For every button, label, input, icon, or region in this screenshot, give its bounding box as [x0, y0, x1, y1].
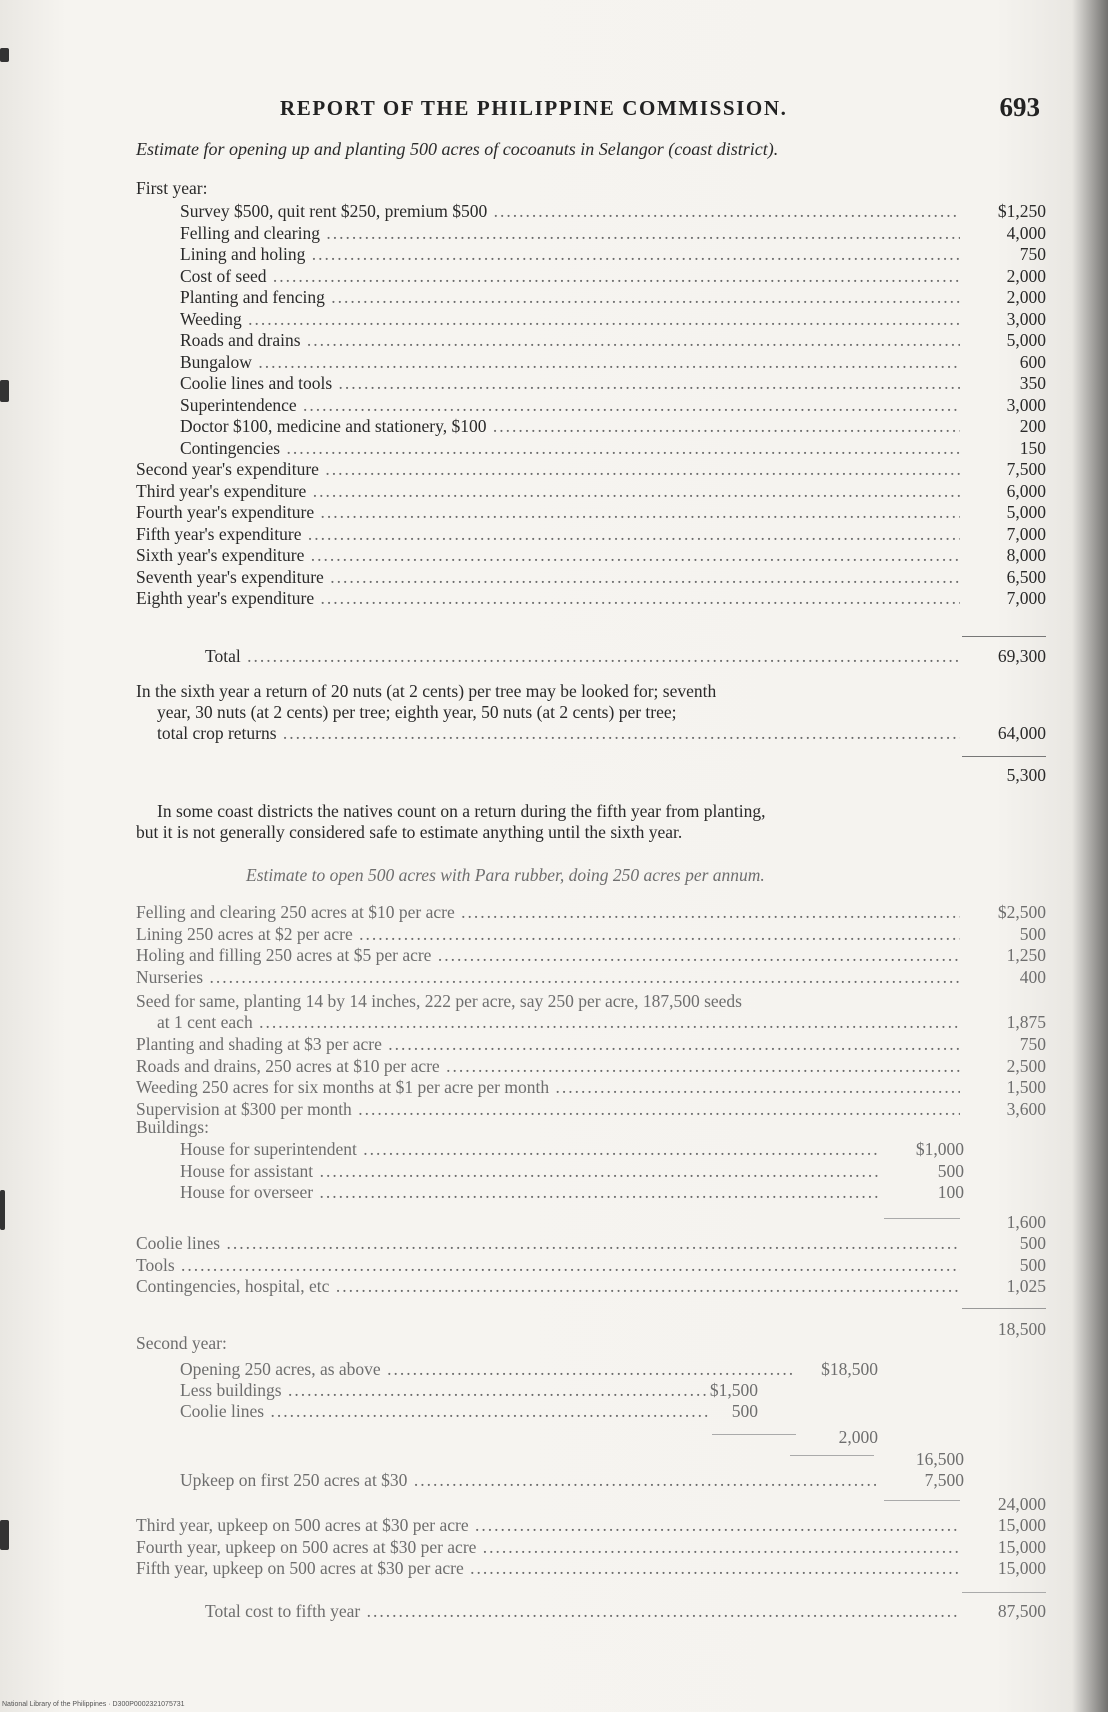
ledger-item-amount: 7,000	[1006, 523, 1046, 544]
ledger-item-label: Supervision at $300 per month .....	[136, 1098, 960, 1120]
ledger-item-amount: 1,250	[1006, 945, 1046, 965]
ledger-item-amount: 15,000	[997, 1515, 1046, 1535]
upkeep-row: Upkeep on first 250 acres at $30 ..... 7,500	[0, 1469, 1108, 1491]
ledger-item-amount: $1,250	[997, 201, 1046, 221]
ledger-row	[0, 1514, 1108, 1536]
ledger-item-amount: 2,000	[1006, 265, 1046, 286]
rubber-estimate-title: Estimate to open 500 acres with Para rubber, doing 250 acres per annum.	[246, 865, 765, 885]
ledger-row	[0, 222, 1108, 244]
ledger-item-label: Superintendence .....	[180, 394, 960, 416]
ledger-item-label: Coolie lines .....	[136, 1232, 960, 1254]
ledger-item-label: Third year, upkeep on 500 acres at $30 per acre .....	[136, 1514, 960, 1536]
ledger-item-amount: 6,500	[1006, 566, 1046, 587]
ledger-item-amount: 2,000	[1006, 287, 1046, 307]
ledger-row	[0, 286, 1108, 308]
difference-row: 5,300	[1006, 765, 1046, 785]
ledger-row	[0, 1536, 1108, 1558]
ledger-item-label: Holing and filling 250 acres at $5 per acre .....	[136, 944, 960, 966]
ledger-item-label: Lining and holing .....	[180, 243, 960, 265]
ledger-item-amount: 4,000	[1006, 222, 1046, 243]
grand-total-rule	[962, 1592, 1046, 1593]
returns-text-line: In the sixth year a return of 20 nuts (at 2 cents) per tree may be looked for; seventh	[136, 681, 717, 701]
ledger-row	[0, 544, 1108, 566]
ledger-row	[0, 1055, 1108, 1077]
ledger-item-amount: 750	[1019, 1034, 1046, 1054]
ledger-row	[0, 243, 1108, 265]
ledger-item-amount: 1,025	[1006, 1276, 1046, 1296]
ledger-item-label: Second year's expenditure .....	[136, 458, 960, 480]
ledger-row	[0, 265, 1108, 287]
ledger-item-amount: 7,000	[1006, 588, 1046, 608]
ledger-row	[0, 944, 1108, 966]
page-number: 693	[999, 92, 1040, 122]
ledger-item-label: Doctor $100, medicine and stationery, $100 .....	[180, 415, 960, 437]
ledger-item-amount: 6,000	[1006, 480, 1046, 501]
ledger-item-label: Sixth year's expenditure .....	[136, 544, 960, 566]
ledger-item-label: Weeding 250 acres for six months at $1 per acre per month .....	[136, 1076, 960, 1098]
ledger-row	[0, 1557, 1108, 1579]
ledger-row	[0, 1033, 1108, 1055]
ledger-row	[0, 923, 1108, 945]
first-year-total-rule	[962, 1308, 1046, 1309]
ledger-row	[0, 200, 1108, 222]
ledger-item-amount: 100	[937, 1182, 964, 1202]
ledger-item-amount: 5,000	[1006, 330, 1046, 350]
ledger-item-label: Bungalow .....	[180, 351, 960, 373]
ledger-item-label: Felling and clearing 250 acres at $10 per acre .....	[136, 901, 960, 923]
ledger-item-label: Roads and drains .....	[180, 329, 960, 351]
deduction-total-row: 2,000	[838, 1427, 878, 1447]
ledger-item-amount: 15,000	[997, 1536, 1046, 1557]
coolie-lines-deduction-row: Coolie lines ..... 500	[0, 1400, 1108, 1422]
ledger-item-amount: 200	[1019, 416, 1046, 436]
ledger-row	[0, 329, 1108, 351]
ledger-item-amount: 7,500	[1006, 459, 1046, 479]
ledger-item-label: Seventh year's expenditure .....	[136, 566, 960, 588]
ledger-item-label: Felling and clearing .....	[180, 222, 960, 244]
ledger-row	[0, 415, 1108, 437]
coconut-total-row: Total ..... 69,300	[0, 645, 1108, 667]
scan-source-label: National Library of the Philippines · D300P0002321075731	[2, 1701, 185, 1708]
ledger-item-amount: 150	[1019, 437, 1046, 458]
ledger-item-amount: 3,000	[1006, 394, 1046, 415]
opening-row: Opening 250 acres, as above ..... $18,500	[0, 1358, 1108, 1380]
ledger-row	[0, 308, 1108, 330]
ledger-item-label: House for overseer .....	[180, 1181, 880, 1203]
ledger-item-label: Planting and shading at $3 per acre .....	[136, 1033, 960, 1055]
ledger-row	[0, 501, 1108, 523]
ledger-row	[0, 480, 1108, 502]
ledger-item-amount: 500	[1019, 1233, 1046, 1253]
ledger-row	[0, 458, 1108, 480]
ledger-item-amount: 350	[1019, 373, 1046, 393]
page-header	[280, 92, 1040, 130]
coconut-estimate-title: Estimate for opening up and planting 500 acres of cocoanuts in Selangor (coast district).	[136, 139, 779, 159]
ledger-row	[0, 372, 1108, 394]
ledger-item-label: Third year's expenditure .....	[136, 480, 960, 502]
ledger-row	[0, 1275, 1108, 1297]
ledger-row	[0, 1138, 1108, 1160]
seed-row: at 1 cent each ..... 1,875	[0, 1011, 1108, 1033]
second-year-heading: Second year:	[136, 1333, 227, 1353]
buildings-total-row: 1,600	[1006, 1212, 1046, 1232]
ledger-item-amount: 15,000	[997, 1558, 1046, 1578]
ledger-row	[0, 1232, 1108, 1254]
ledger-row	[0, 1181, 1108, 1203]
ledger-item-amount: 600	[1019, 351, 1046, 372]
ledger-item-label: Nurseries .....	[136, 966, 960, 988]
ledger-item-amount: 500	[1019, 923, 1046, 944]
ledger-row	[0, 351, 1108, 373]
buildings-heading: Buildings:	[136, 1117, 209, 1137]
ledger-item-label: Weeding .....	[180, 308, 960, 330]
less-buildings-row: Less buildings ..... $1,500	[0, 1379, 1108, 1401]
ledger-item-label: Fifth year's expenditure .....	[136, 523, 960, 545]
ledger-row	[0, 523, 1108, 545]
ledger-row	[0, 901, 1108, 923]
ledger-item-amount: 500	[1019, 1254, 1046, 1275]
ledger-row	[0, 566, 1108, 588]
grand-total-row: Total cost to fifth year ..... 87,500	[0, 1600, 1108, 1622]
ledger-item-amount: 500	[937, 1160, 964, 1181]
binding-mark	[0, 48, 9, 62]
ledger-row	[0, 1160, 1108, 1182]
ledger-row	[0, 437, 1108, 459]
ledger-row	[0, 587, 1108, 609]
ledger-item-label: Fourth year's expenditure .....	[136, 501, 960, 523]
coast-note-line: but it is not generally considered safe to estimate anything until the sixth year.	[136, 822, 683, 842]
ledger-item-amount: 3,600	[1006, 1098, 1046, 1119]
running-title: REPORT OF THE PHILIPPINE COMMISSION.	[280, 96, 788, 120]
ledger-item-label: Contingencies, hospital, etc .....	[136, 1275, 960, 1297]
difference-rule	[962, 756, 1046, 757]
ledger-item-label: Planting and fencing .....	[180, 286, 960, 308]
ledger-item-label: Lining 250 acres at $2 per acre .....	[136, 923, 960, 945]
ledger-item-amount: $2,500	[997, 902, 1046, 922]
ledger-item-label: Tools .....	[136, 1254, 960, 1276]
ledger-row	[0, 1254, 1108, 1276]
ledger-item-amount: 2,500	[1006, 1055, 1046, 1076]
ledger-item-amount: 750	[1019, 244, 1046, 264]
coast-note-line: In some coast districts the natives count on a return during the fifth year from planting,	[157, 801, 766, 821]
total-rule	[962, 636, 1046, 637]
returns-text-line: year, 30 nuts (at 2 cents) per tree; eighth year, 50 nuts (at 2 cents) per tree;	[157, 702, 677, 722]
ledger-row	[0, 1076, 1108, 1098]
ledger-item-amount: 8,000	[1006, 545, 1046, 565]
ledger-item-label: Cost of seed .....	[180, 265, 960, 287]
first-year-total-row: 18,500	[997, 1319, 1046, 1339]
ledger-item-label: Roads and drains, 250 acres at $10 per acre .....	[136, 1055, 960, 1077]
first-year-heading: First year:	[136, 178, 208, 198]
ledger-item-label: Eighth year's expenditure .....	[136, 587, 960, 609]
ledger-item-label: Survey $500, quit rent $250, premium $500 .....	[180, 200, 960, 222]
ledger-item-amount: 1,500	[1006, 1077, 1046, 1097]
ledger-item-label: House for superintendent .....	[180, 1138, 880, 1160]
ledger-item-amount: $1,000	[915, 1139, 964, 1159]
net-opening-row: 16,500	[915, 1449, 964, 1469]
ledger-item-label: Fourth year, upkeep on 500 acres at $30 per acre .....	[136, 1536, 960, 1558]
ledger-item-amount: 3,000	[1006, 308, 1046, 329]
ledger-row	[0, 966, 1108, 988]
returns-row: total crop returns ..... 64,000	[0, 722, 1108, 744]
ledger-item-amount: 5,000	[1006, 502, 1046, 522]
ledger-item-label: Contingencies .....	[180, 437, 960, 459]
second-year-total-row: 24,000	[997, 1494, 1046, 1514]
ledger-item-label: House for assistant .....	[180, 1160, 880, 1182]
ledger-item-amount: 400	[1019, 966, 1046, 987]
ledger-item-label: Fifth year, upkeep on 500 acres at $30 per acre .....	[136, 1557, 960, 1579]
ledger-row	[0, 394, 1108, 416]
ledger-item-label: Coolie lines and tools .....	[180, 372, 960, 394]
seed-line: Seed for same, planting 14 by 14 inches, 222 per acre, say 250 per acre, 187,500 seeds	[136, 991, 742, 1011]
